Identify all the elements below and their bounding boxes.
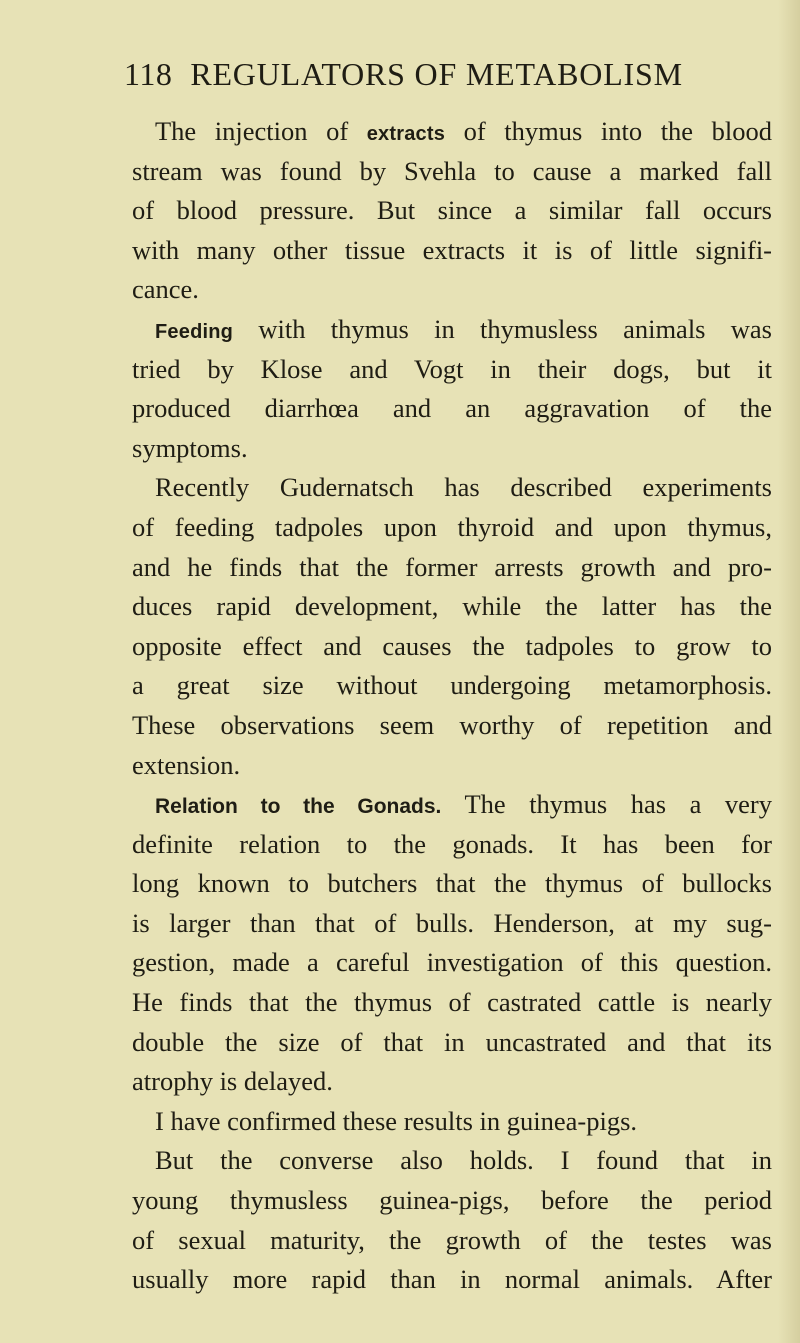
- text-line: symptoms.: [132, 432, 248, 463]
- runin-feeding: Feeding: [155, 320, 234, 343]
- section-heading-relation-to-gonads: Relation to the Gonads.: [155, 795, 442, 819]
- page-header: [124, 56, 764, 96]
- text-line: double the size of that in uncastrated and that its: [132, 1026, 772, 1057]
- text-line: a great size without undergoing metamorphosis.: [132, 670, 772, 701]
- text-line: of feeding tadpoles upon thyroid and upon thymus,: [132, 511, 772, 542]
- page-number: 118: [124, 56, 173, 92]
- text-line: with many other tissue extracts it is of little signifi-: [132, 234, 772, 265]
- text-line: usually more rapid than in normal animals. After: [132, 1264, 772, 1295]
- page-edge-shadow: [778, 0, 800, 1343]
- text-line: Relation to the Gonads. The thymus has a very: [155, 789, 772, 820]
- text-line: of sexual maturity, the growth of the testes was: [132, 1224, 772, 1255]
- text-line: stream was found by Svehla to cause a marked fall: [132, 155, 772, 186]
- text-line: tried by Klose and Vogt in their dogs, but it: [132, 353, 772, 384]
- body-text: [132, 112, 772, 1300]
- text-line: of blood pressure. But since a similar fall occurs: [132, 195, 772, 226]
- text-line: I have confirmed these results in guinea-pigs.: [155, 1105, 638, 1136]
- text-line: young thymusless guinea-pigs, before the period: [132, 1185, 772, 1216]
- text-line: duces rapid development, while the latter has the: [132, 591, 772, 622]
- text-line: atrophy is delayed.: [132, 1066, 333, 1097]
- text-line: long known to butchers that the thymus of bullocks: [132, 868, 772, 899]
- text-line: cance.: [132, 274, 199, 305]
- text-line: is larger than that of bulls. Henderson, at my sug-: [132, 907, 772, 938]
- running-head: REGULATORS OF METABOLISM: [190, 56, 683, 92]
- text-line: Recently Gudernatsch has described experiments: [155, 472, 772, 503]
- text-line: definite relation to the gonads. It has been for: [132, 828, 772, 859]
- text-line: and he finds that the former arrests growth and pro-: [132, 551, 772, 582]
- runin-extracts: extracts: [366, 123, 446, 145]
- text-line: These observations seem worthy of repetition and: [132, 709, 772, 740]
- text-line: gestion, made a careful investigation of this question.: [132, 947, 772, 978]
- text-line: opposite effect and causes the tadpoles to grow to: [132, 630, 772, 661]
- text-line: The injection of extracts of thymus into the blood: [155, 116, 773, 146]
- text-line: Feeding with thymus in thymusless animals was: [155, 313, 772, 344]
- text-line: extension.: [132, 749, 241, 780]
- text-line: But the converse also holds. I found that in: [155, 1145, 772, 1176]
- text-line: produced diarrhœa and an aggravation of the: [132, 393, 772, 424]
- text-line: He finds that the thymus of castrated cattle is nearly: [132, 987, 772, 1018]
